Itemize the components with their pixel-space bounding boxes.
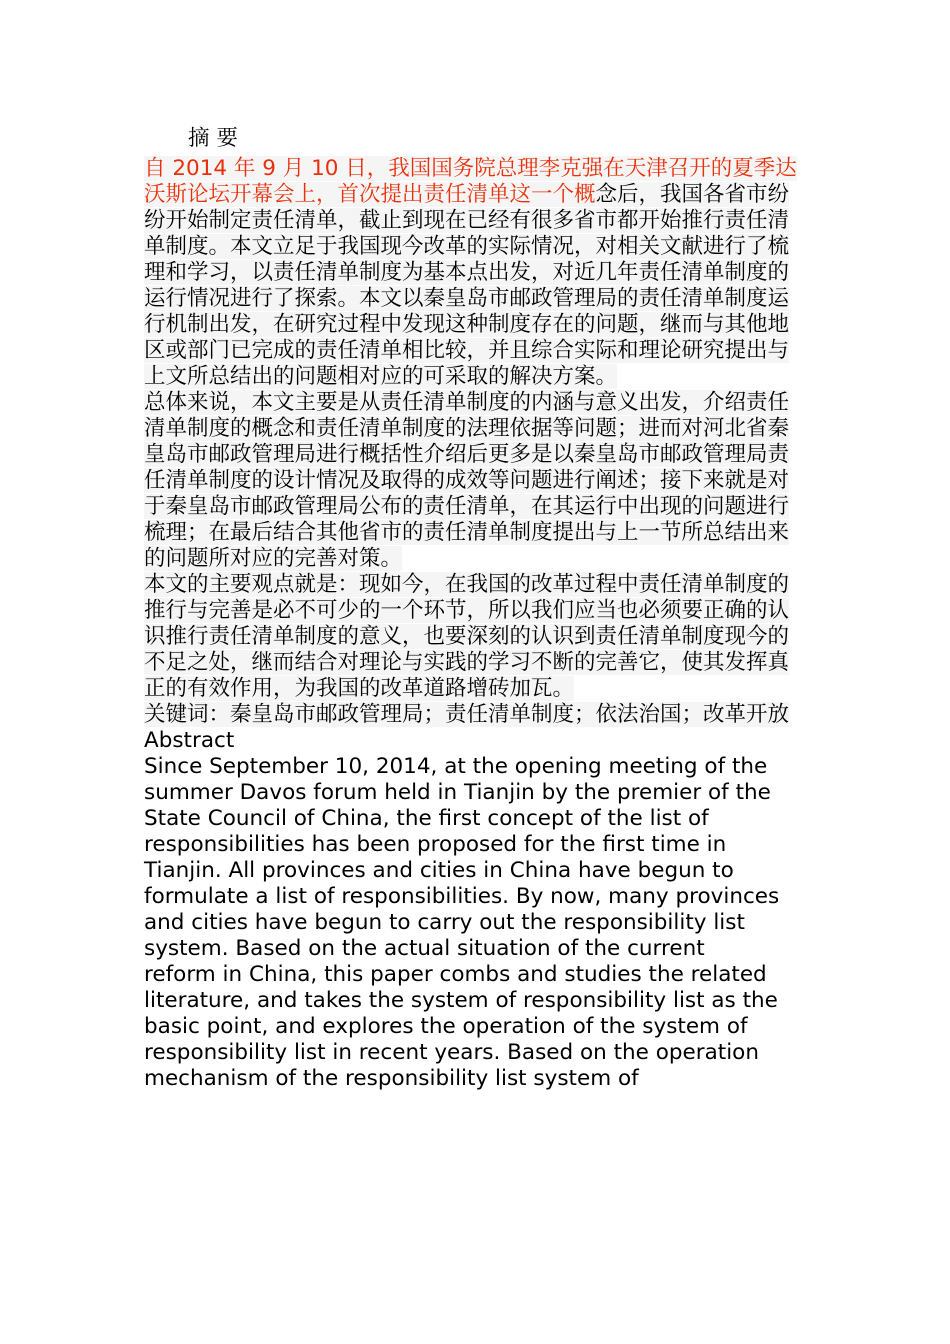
- abstract-line: Tianjin. All provinces and cities in China have begun to: [144, 858, 734, 883]
- english-abstract: [144, 754, 809, 1092]
- abstract-line: Since September 10, 2014, at the opening meeting of the: [144, 754, 768, 779]
- keywords-line: [144, 702, 809, 728]
- abstract-line: State Council of China, the first concept of the list of: [144, 806, 709, 831]
- keywords-text: 关键词：秦皇岛市邮政管理局；责任清单制度；依法治国；改革开放: [144, 702, 790, 727]
- paragraph-2-text: 总体来说，本文主要是从责任清单制度的内涵与意义出发，介绍责任清单制度的概念和责任清单制度的法理依据等问题；进而对河北省秦皇岛市邮政管理局进行概括性介绍后更多是以秦皇岛市邮政管理局责任清单制度的设计情况及取得的成效等问题进行阐述；接下来就是对于秦皇岛市邮政管理局公布的责任清单，在其运行中出现的问题进行梳理；在最后结合其他省市的责任清单制度提出与上一节所总结出来的问题所对应的完善对策。: [144, 390, 790, 571]
- abstract-line: system. Based on the actual situation of the current: [144, 936, 705, 961]
- document-body: [144, 126, 809, 1092]
- abstract-paragraph-2: [144, 390, 809, 572]
- abstract-line: literature, and takes the system of responsibility list as the: [144, 988, 778, 1013]
- paragraph-3-text: 本文的主要观点就是：现如今，在我国的改革过程中责任清单制度的推行与完善是必不可少的一个环节，所以我们应当也必须要正确的认识推行责任清单制度的意义，也要深刻的认识到责任清单制度现今的不足之处，继而结合对理论与实践的学习不断的完善它，使其发挥真正的有效作用，为我国的改革道路增砖加瓦。: [144, 572, 790, 701]
- highlighted-text: 自 2014 年 9 月 10 日，我国国务院总理李克强在天津召开的夏季达沃斯论坛开幕会上，首次提出责任清单这一个概: [144, 156, 797, 207]
- abstract-line: summer Davos forum held in Tianjin by the premier of the: [144, 780, 771, 805]
- abstract-paragraph-3: [144, 572, 809, 702]
- abstract-line: reform in China, this paper combs and studies the related: [144, 962, 767, 987]
- abstract-line: basic point, and explores the operation of the system of: [144, 1014, 748, 1039]
- paragraph-1-rest: 念后，我国各省市纷纷开始制定责任清单，截止到现在已经有很多省市都开始推行责任清单制度。本文立足于我国现今改革的实际情况，对相关文献进行了梳理和学习，以责任清单制度为基本点出发，对近几年责任清单制度的运行情况进行了探索。本文以秦皇岛市邮政管理局的责任清单制度运行机制出发，在研究过程中发现这种制度存在的问题，继而与其他地区或部门已完成的责任清单相比较，并且综合实际和理论研究提出与上文所总结出的问题相对应的可采取的解决方案。: [144, 182, 790, 389]
- abstract-paragraph-1: [144, 156, 809, 390]
- abstract-line: responsibility list in recent years. Based on the operation: [144, 1040, 759, 1065]
- abstract-line: responsibilities has been proposed for the first time in: [144, 832, 727, 857]
- abstract-line: formulate a list of responsibilities. By now, many provinces: [144, 884, 780, 909]
- abstract-line: mechanism of the responsibility list system of: [144, 1066, 639, 1091]
- abstract-heading-cn: 摘 要: [188, 126, 238, 151]
- abstract-line: and cities have begun to carry out the responsibility list: [144, 910, 745, 935]
- abstract-heading-en: Abstract: [144, 728, 235, 753]
